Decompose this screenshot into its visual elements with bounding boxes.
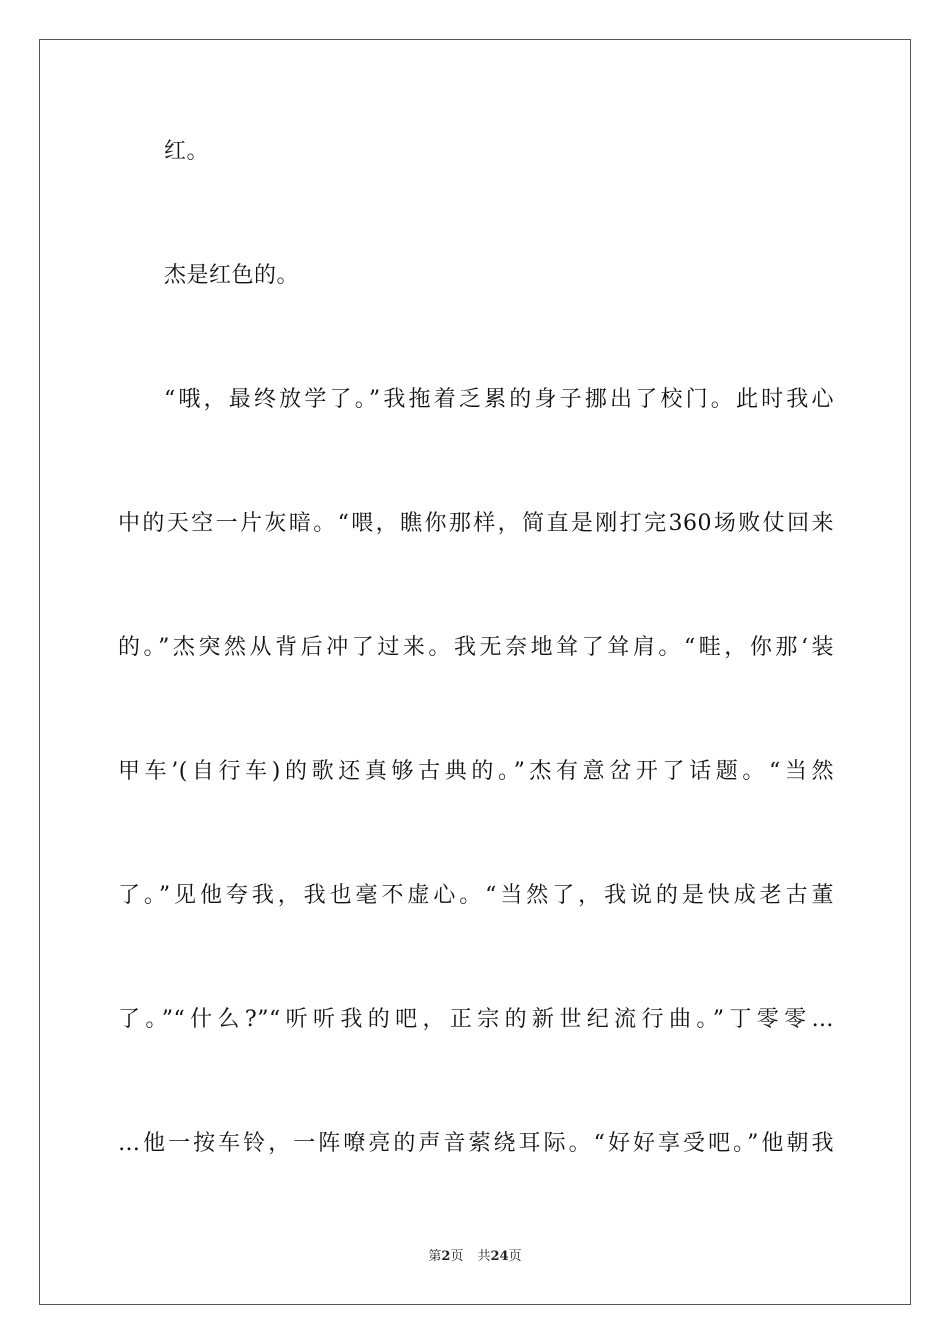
text-line-2: 杰是红色的。 bbox=[164, 263, 300, 288]
text-line-7: 了。”见他夸我，我也毫不虚心。“当然了，我说的是快成老古董 bbox=[118, 883, 834, 908]
total-pages: 24 bbox=[490, 1249, 509, 1264]
text-line-4: 中的天空一片灰暗。“喂，瞧你那样，简直是刚打完360场败仗回来 bbox=[118, 511, 834, 536]
page-border bbox=[39, 39, 911, 1305]
page-footer bbox=[0, 1248, 950, 1266]
text-line-9: …他一按车铃，一阵嘹亮的声音萦绕耳际。“好好享受吧。”他朝我 bbox=[118, 1131, 834, 1156]
footer-total-suffix: 页 bbox=[508, 1249, 522, 1264]
footer-prefix: 第 bbox=[428, 1249, 442, 1264]
text-line-8: 了。”“什么?”“听听我的吧，正宗的新世纪流行曲。”丁零零… bbox=[118, 1007, 834, 1032]
text-line-3: “哦，最终放学了。”我拖着乏累的身子挪出了校门。此时我心 bbox=[164, 387, 834, 412]
page-number: 2 bbox=[441, 1249, 451, 1264]
text-line-1: 红。 bbox=[164, 139, 210, 164]
footer-page-suffix: 页 bbox=[450, 1249, 464, 1264]
text-line-6: 甲车’(自行车)的歌还真够古典的。”杰有意岔开了话题。“当然 bbox=[118, 759, 834, 784]
footer-total-prefix: 共 bbox=[477, 1249, 491, 1264]
text-line-5: 的。”杰突然从背后冲了过来。我无奈地耸了耸肩。“畦，你那‘装 bbox=[118, 635, 834, 660]
